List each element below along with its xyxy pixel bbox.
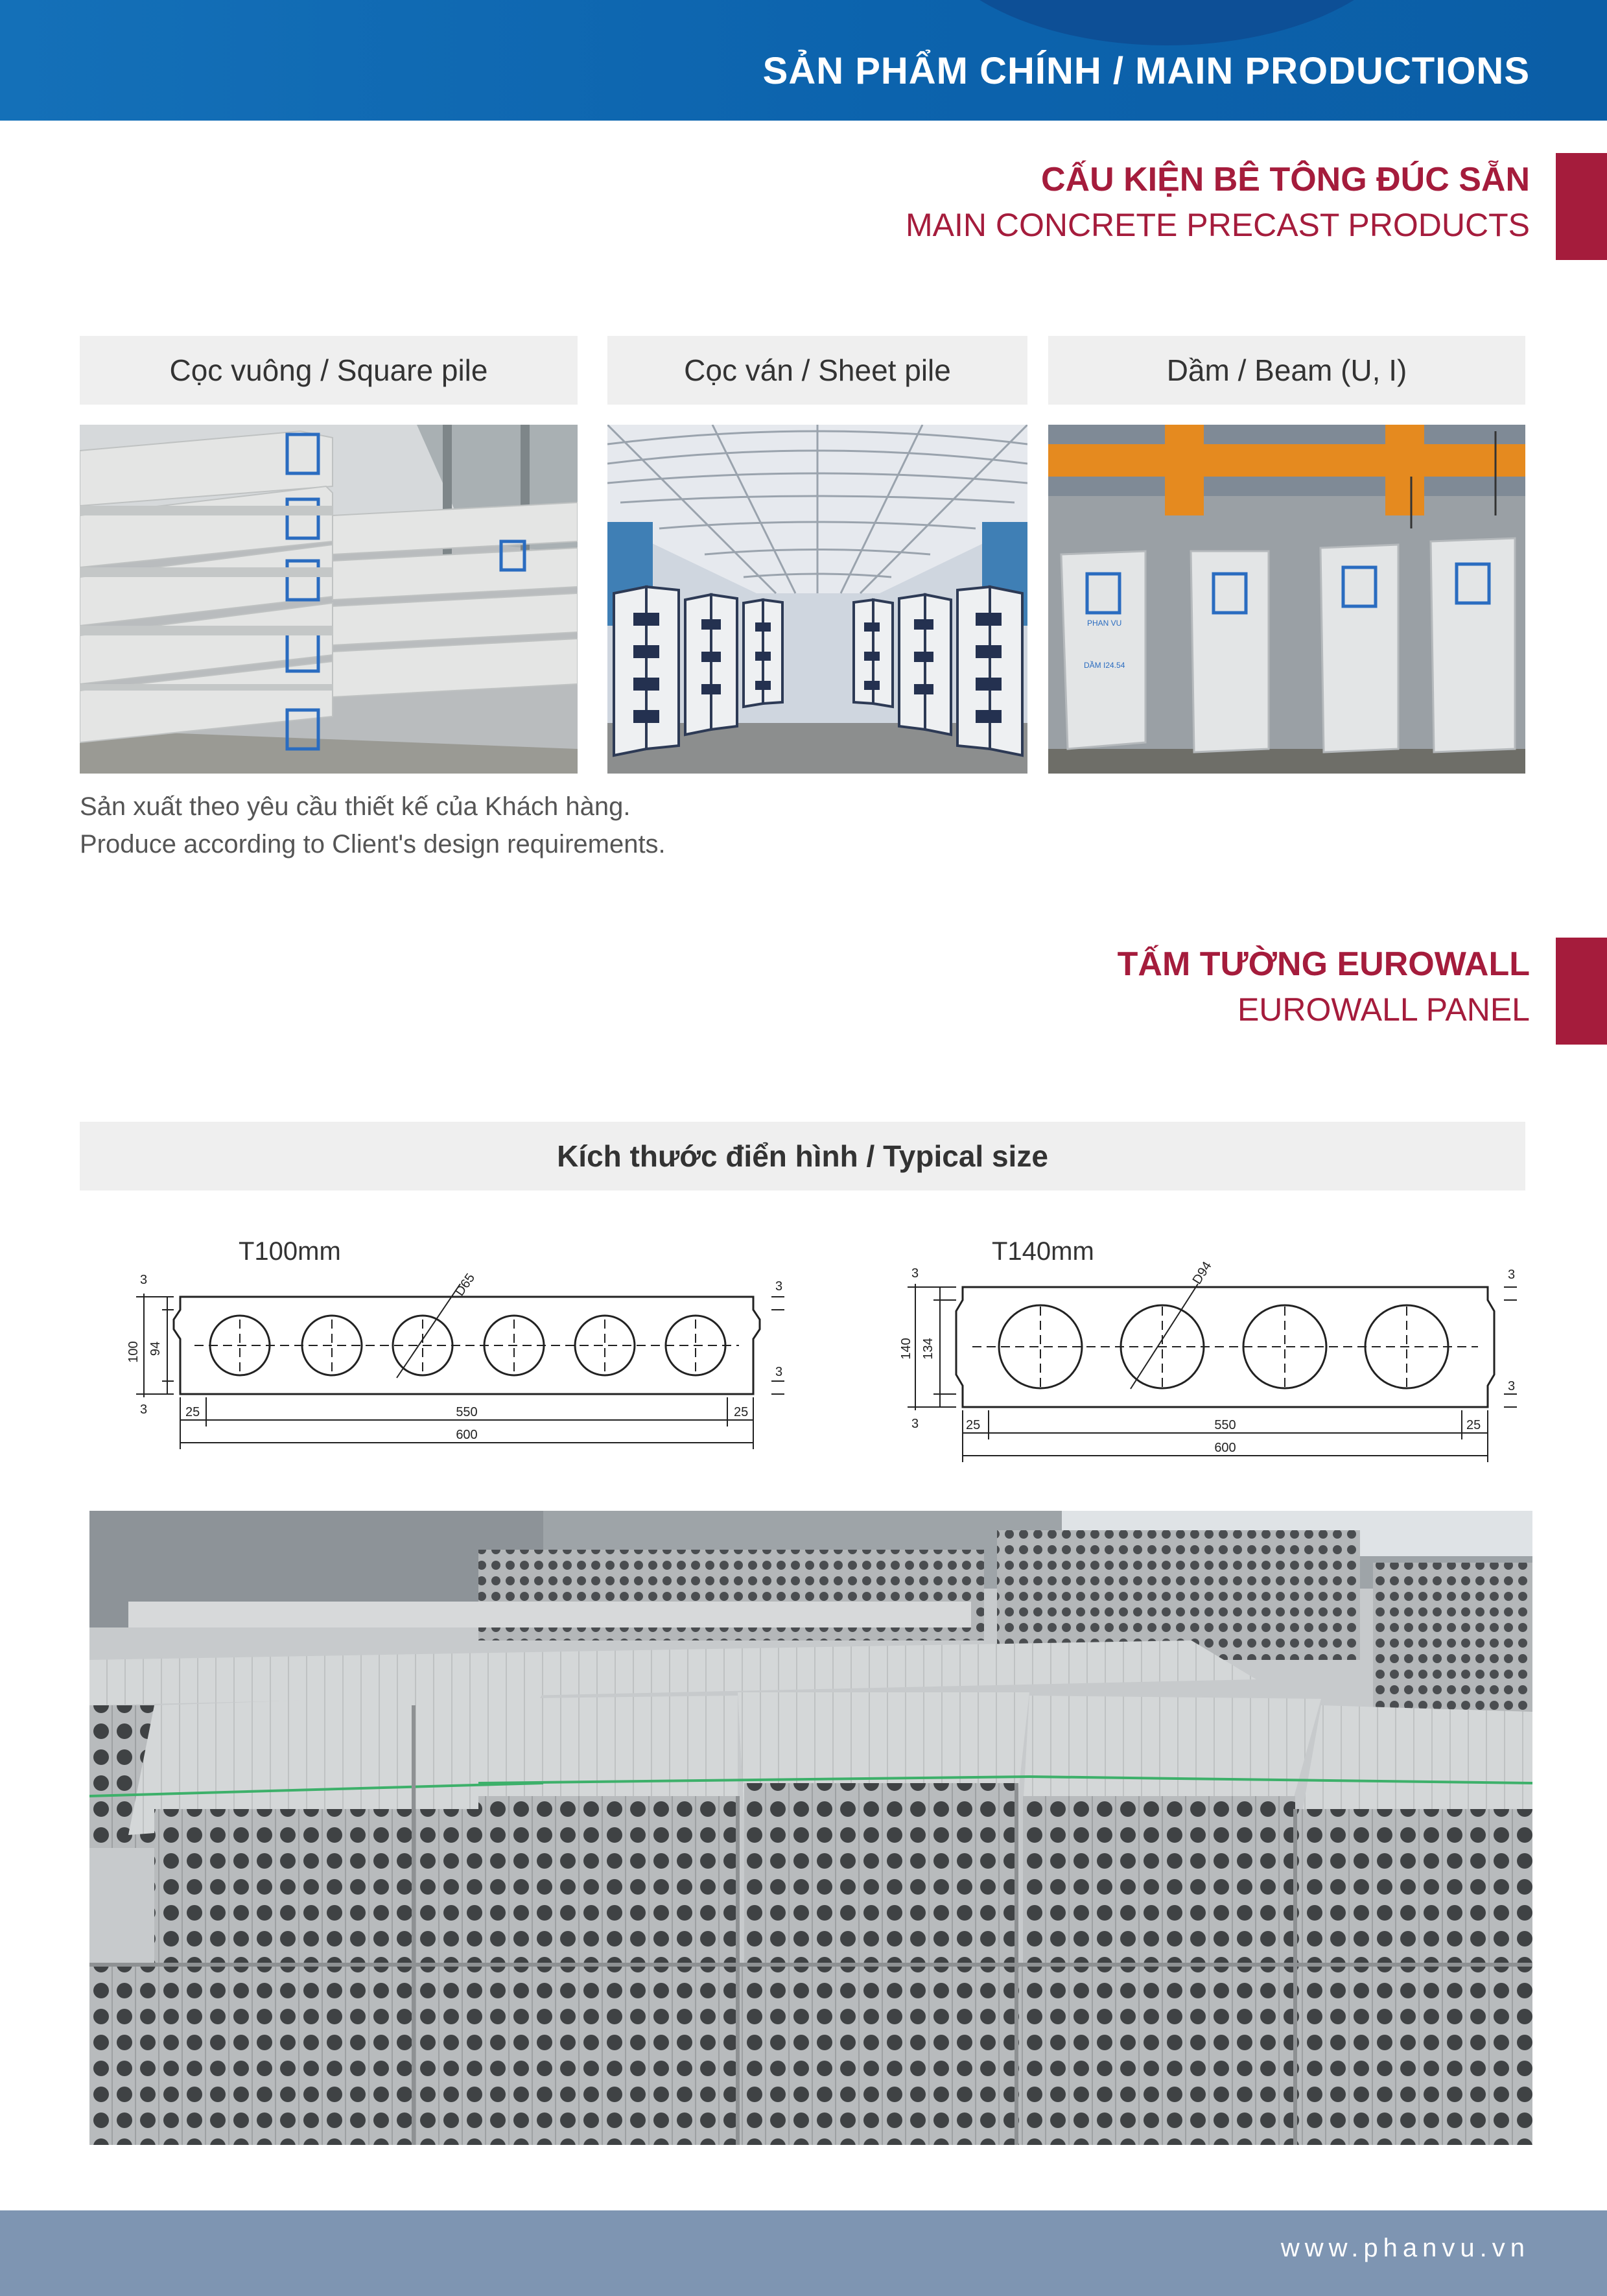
dim-edge-right-bottom: 3 bbox=[775, 1365, 783, 1379]
eurowall-stack-photo bbox=[89, 1511, 1532, 2145]
dim-edge-top: 3 bbox=[140, 1273, 148, 1287]
dim-edge-right-top: 3 bbox=[775, 1279, 783, 1294]
section-title-en: EUROWALL PANEL bbox=[1237, 991, 1530, 1028]
dim-side-right: 25 bbox=[734, 1405, 749, 1419]
dim-core: 134 bbox=[921, 1338, 935, 1360]
dim-inner: 550 bbox=[456, 1405, 478, 1419]
caption-sheet-pile: Cọc ván / Sheet pile bbox=[607, 336, 1027, 405]
sheet-pile-photo bbox=[607, 425, 1027, 774]
section-title-precast bbox=[906, 157, 1530, 248]
dim-edge-bottom: 3 bbox=[140, 1402, 148, 1417]
caption-beam: Dầm / Beam (U, I) bbox=[1048, 336, 1525, 405]
dim-side-right: 25 bbox=[1466, 1418, 1481, 1432]
beam-photo bbox=[1048, 425, 1525, 774]
typical-size-bar: Kích thước điển hình / Typical size bbox=[80, 1122, 1525, 1190]
drawing-t140 bbox=[882, 1251, 1536, 1472]
note-en: Produce according to Client's design requirements. bbox=[80, 830, 666, 858]
beam-mark-code: DẦM I24.54 bbox=[1084, 661, 1125, 670]
caption-square-pile: Cọc vuông / Square pile bbox=[80, 336, 578, 405]
dim-edge-right-bottom: 3 bbox=[1508, 1379, 1516, 1393]
section-marker bbox=[1556, 153, 1607, 260]
section-title-vi: CẤU KIỆN BÊ TÔNG ĐÚC SẴN bbox=[1040, 161, 1530, 198]
dim-core: 94 bbox=[148, 1341, 163, 1356]
note-vi: Sản xuất theo yêu cầu thiết kế của Khách hàng. bbox=[80, 792, 631, 821]
dim-diameter: D94 bbox=[1190, 1259, 1215, 1287]
dim-edge-right-top: 3 bbox=[1508, 1268, 1516, 1282]
drawing-t100 bbox=[97, 1258, 797, 1452]
dim-total: 600 bbox=[456, 1428, 478, 1442]
section-marker bbox=[1556, 938, 1607, 1045]
square-pile-photo bbox=[80, 425, 578, 774]
footer-url[interactable]: www.phanvu.vn bbox=[1280, 2234, 1530, 2262]
page-header bbox=[0, 0, 1607, 121]
dim-edge-bottom: 3 bbox=[911, 1417, 919, 1431]
page-title: SẢN PHẨM CHÍNH / MAIN PRODUCTIONS bbox=[762, 50, 1530, 92]
dim-edge-top: 3 bbox=[911, 1266, 919, 1281]
drawing-label-t100: T100mm bbox=[239, 1237, 341, 1266]
section-title-eurowall bbox=[1118, 941, 1530, 1032]
section-title-en: MAIN CONCRETE PRECAST PRODUCTS bbox=[905, 207, 1530, 243]
dim-side-left: 25 bbox=[185, 1405, 200, 1419]
drawing-label-t140: T140mm bbox=[992, 1237, 1094, 1266]
page-footer bbox=[0, 2210, 1607, 2296]
beam-mark-brand: PHAN VU bbox=[1087, 619, 1122, 628]
section-title-vi: TẤM TƯỜNG EUROWALL bbox=[1117, 945, 1530, 983]
product-note bbox=[80, 788, 666, 863]
dim-diameter: D65 bbox=[452, 1271, 478, 1299]
dim-height: 100 bbox=[126, 1341, 141, 1363]
dim-inner: 550 bbox=[1214, 1418, 1236, 1432]
dim-side-left: 25 bbox=[966, 1418, 981, 1432]
dim-height: 140 bbox=[899, 1338, 913, 1360]
dim-total: 600 bbox=[1214, 1441, 1236, 1455]
header-decoration bbox=[921, 0, 1413, 45]
